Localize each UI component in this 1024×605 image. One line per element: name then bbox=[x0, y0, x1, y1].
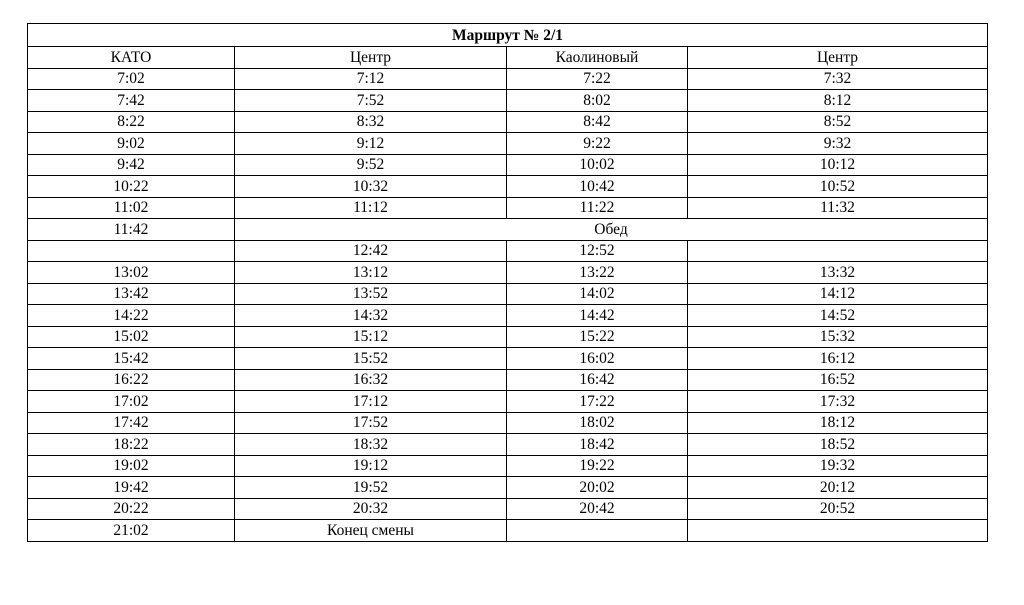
time-cell: 20:42 bbox=[507, 498, 688, 520]
time-cell: 15:42 bbox=[28, 348, 235, 370]
time-cell: 17:12 bbox=[235, 391, 507, 413]
time-cell: 7:02 bbox=[28, 68, 235, 90]
time-cell bbox=[688, 240, 988, 262]
time-cell: 9:12 bbox=[235, 133, 507, 155]
end-of-shift-row bbox=[28, 520, 988, 542]
time-cell: 7:22 bbox=[507, 68, 688, 90]
time-cell: 18:12 bbox=[688, 412, 988, 434]
time-cell: 9:22 bbox=[507, 133, 688, 155]
time-cell: 16:32 bbox=[235, 369, 507, 391]
time-cell: 20:22 bbox=[28, 498, 235, 520]
time-cell: 8:42 bbox=[507, 111, 688, 133]
time-cell: 8:32 bbox=[235, 111, 507, 133]
time-cell: 15:02 bbox=[28, 326, 235, 348]
time-cell: 17:52 bbox=[235, 412, 507, 434]
time-cell: 19:52 bbox=[235, 477, 507, 499]
table-row bbox=[28, 305, 988, 327]
column-header-center: Центр bbox=[235, 47, 507, 69]
time-cell: 17:02 bbox=[28, 391, 235, 413]
time-cell: 8:02 bbox=[507, 90, 688, 112]
table-row bbox=[28, 197, 988, 219]
table-row bbox=[28, 498, 988, 520]
time-cell: 16:02 bbox=[507, 348, 688, 370]
time-cell: 7:52 bbox=[235, 90, 507, 112]
table-row bbox=[28, 111, 988, 133]
table-row bbox=[28, 369, 988, 391]
time-cell: 18:32 bbox=[235, 434, 507, 456]
table-row bbox=[28, 68, 988, 90]
time-cell: 11:22 bbox=[507, 197, 688, 219]
time-cell: 18:22 bbox=[28, 434, 235, 456]
time-cell: 19:12 bbox=[235, 455, 507, 477]
time-cell: 19:42 bbox=[28, 477, 235, 499]
column-header-kaolinovy: Каолиновый bbox=[507, 47, 688, 69]
time-cell: 14:52 bbox=[688, 305, 988, 327]
time-cell: 17:32 bbox=[688, 391, 988, 413]
table-row bbox=[28, 90, 988, 112]
table-row bbox=[28, 133, 988, 155]
resume-row bbox=[28, 240, 988, 262]
time-cell: 16:22 bbox=[28, 369, 235, 391]
time-cell: 13:32 bbox=[688, 262, 988, 284]
time-cell: 16:12 bbox=[688, 348, 988, 370]
time-cell: 14:22 bbox=[28, 305, 235, 327]
time-cell: 8:12 bbox=[688, 90, 988, 112]
table-row bbox=[28, 412, 988, 434]
time-cell: 9:42 bbox=[28, 154, 235, 176]
route-title: Маршрут № 2/1 bbox=[28, 24, 988, 47]
time-cell: 9:02 bbox=[28, 133, 235, 155]
time-cell: 12:52 bbox=[507, 240, 688, 262]
title-row bbox=[28, 24, 988, 47]
time-cell: 14:32 bbox=[235, 305, 507, 327]
column-header-kato: КАТО bbox=[28, 47, 235, 69]
time-cell: 11:42 bbox=[28, 219, 235, 241]
time-cell: 13:52 bbox=[235, 283, 507, 305]
time-cell: 14:02 bbox=[507, 283, 688, 305]
table-row bbox=[28, 176, 988, 198]
time-cell bbox=[28, 240, 235, 262]
time-cell: 15:12 bbox=[235, 326, 507, 348]
time-cell: 7:12 bbox=[235, 68, 507, 90]
time-cell: 20:52 bbox=[688, 498, 988, 520]
time-cell: 13:12 bbox=[235, 262, 507, 284]
time-cell: 10:32 bbox=[235, 176, 507, 198]
time-cell: 19:32 bbox=[688, 455, 988, 477]
time-cell: 8:22 bbox=[28, 111, 235, 133]
time-cell: 7:42 bbox=[28, 90, 235, 112]
time-cell: 19:02 bbox=[28, 455, 235, 477]
time-cell: 10:12 bbox=[688, 154, 988, 176]
time-cell: 17:42 bbox=[28, 412, 235, 434]
time-cell: 14:12 bbox=[688, 283, 988, 305]
time-cell bbox=[688, 520, 988, 542]
time-cell: 13:22 bbox=[507, 262, 688, 284]
time-cell: 19:22 bbox=[507, 455, 688, 477]
time-cell: 17:22 bbox=[507, 391, 688, 413]
time-cell: 10:52 bbox=[688, 176, 988, 198]
schedule-body bbox=[28, 68, 988, 541]
lunch-row bbox=[28, 219, 988, 241]
route-schedule-table bbox=[27, 23, 988, 542]
time-cell bbox=[507, 520, 688, 542]
time-cell: 15:22 bbox=[507, 326, 688, 348]
time-cell: 9:32 bbox=[688, 133, 988, 155]
time-cell: 10:02 bbox=[507, 154, 688, 176]
lunch-label: Обед bbox=[235, 219, 988, 241]
table-row bbox=[28, 283, 988, 305]
table-row bbox=[28, 262, 988, 284]
table-row bbox=[28, 326, 988, 348]
time-cell: 12:42 bbox=[235, 240, 507, 262]
time-cell: 11:02 bbox=[28, 197, 235, 219]
time-cell: 15:52 bbox=[235, 348, 507, 370]
table-row bbox=[28, 154, 988, 176]
table-row bbox=[28, 348, 988, 370]
time-cell: 21:02 bbox=[28, 520, 235, 542]
time-cell: 11:32 bbox=[688, 197, 988, 219]
table-row bbox=[28, 434, 988, 456]
end-of-shift-label: Конец смены bbox=[235, 520, 507, 542]
time-cell: 10:22 bbox=[28, 176, 235, 198]
table-row bbox=[28, 477, 988, 499]
time-cell: 20:32 bbox=[235, 498, 507, 520]
column-header-center-return: Центр bbox=[688, 47, 988, 69]
time-cell: 16:52 bbox=[688, 369, 988, 391]
table-row bbox=[28, 391, 988, 413]
time-cell: 13:42 bbox=[28, 283, 235, 305]
time-cell: 18:52 bbox=[688, 434, 988, 456]
time-cell: 15:32 bbox=[688, 326, 988, 348]
time-cell: 10:42 bbox=[507, 176, 688, 198]
time-cell: 20:12 bbox=[688, 477, 988, 499]
time-cell: 16:42 bbox=[507, 369, 688, 391]
time-cell: 8:52 bbox=[688, 111, 988, 133]
time-cell: 7:32 bbox=[688, 68, 988, 90]
time-cell: 18:42 bbox=[507, 434, 688, 456]
header-row bbox=[28, 47, 988, 69]
time-cell: 9:52 bbox=[235, 154, 507, 176]
time-cell: 13:02 bbox=[28, 262, 235, 284]
time-cell: 14:42 bbox=[507, 305, 688, 327]
time-cell: 20:02 bbox=[507, 477, 688, 499]
time-cell: 18:02 bbox=[507, 412, 688, 434]
time-cell: 11:12 bbox=[235, 197, 507, 219]
table-row bbox=[28, 455, 988, 477]
